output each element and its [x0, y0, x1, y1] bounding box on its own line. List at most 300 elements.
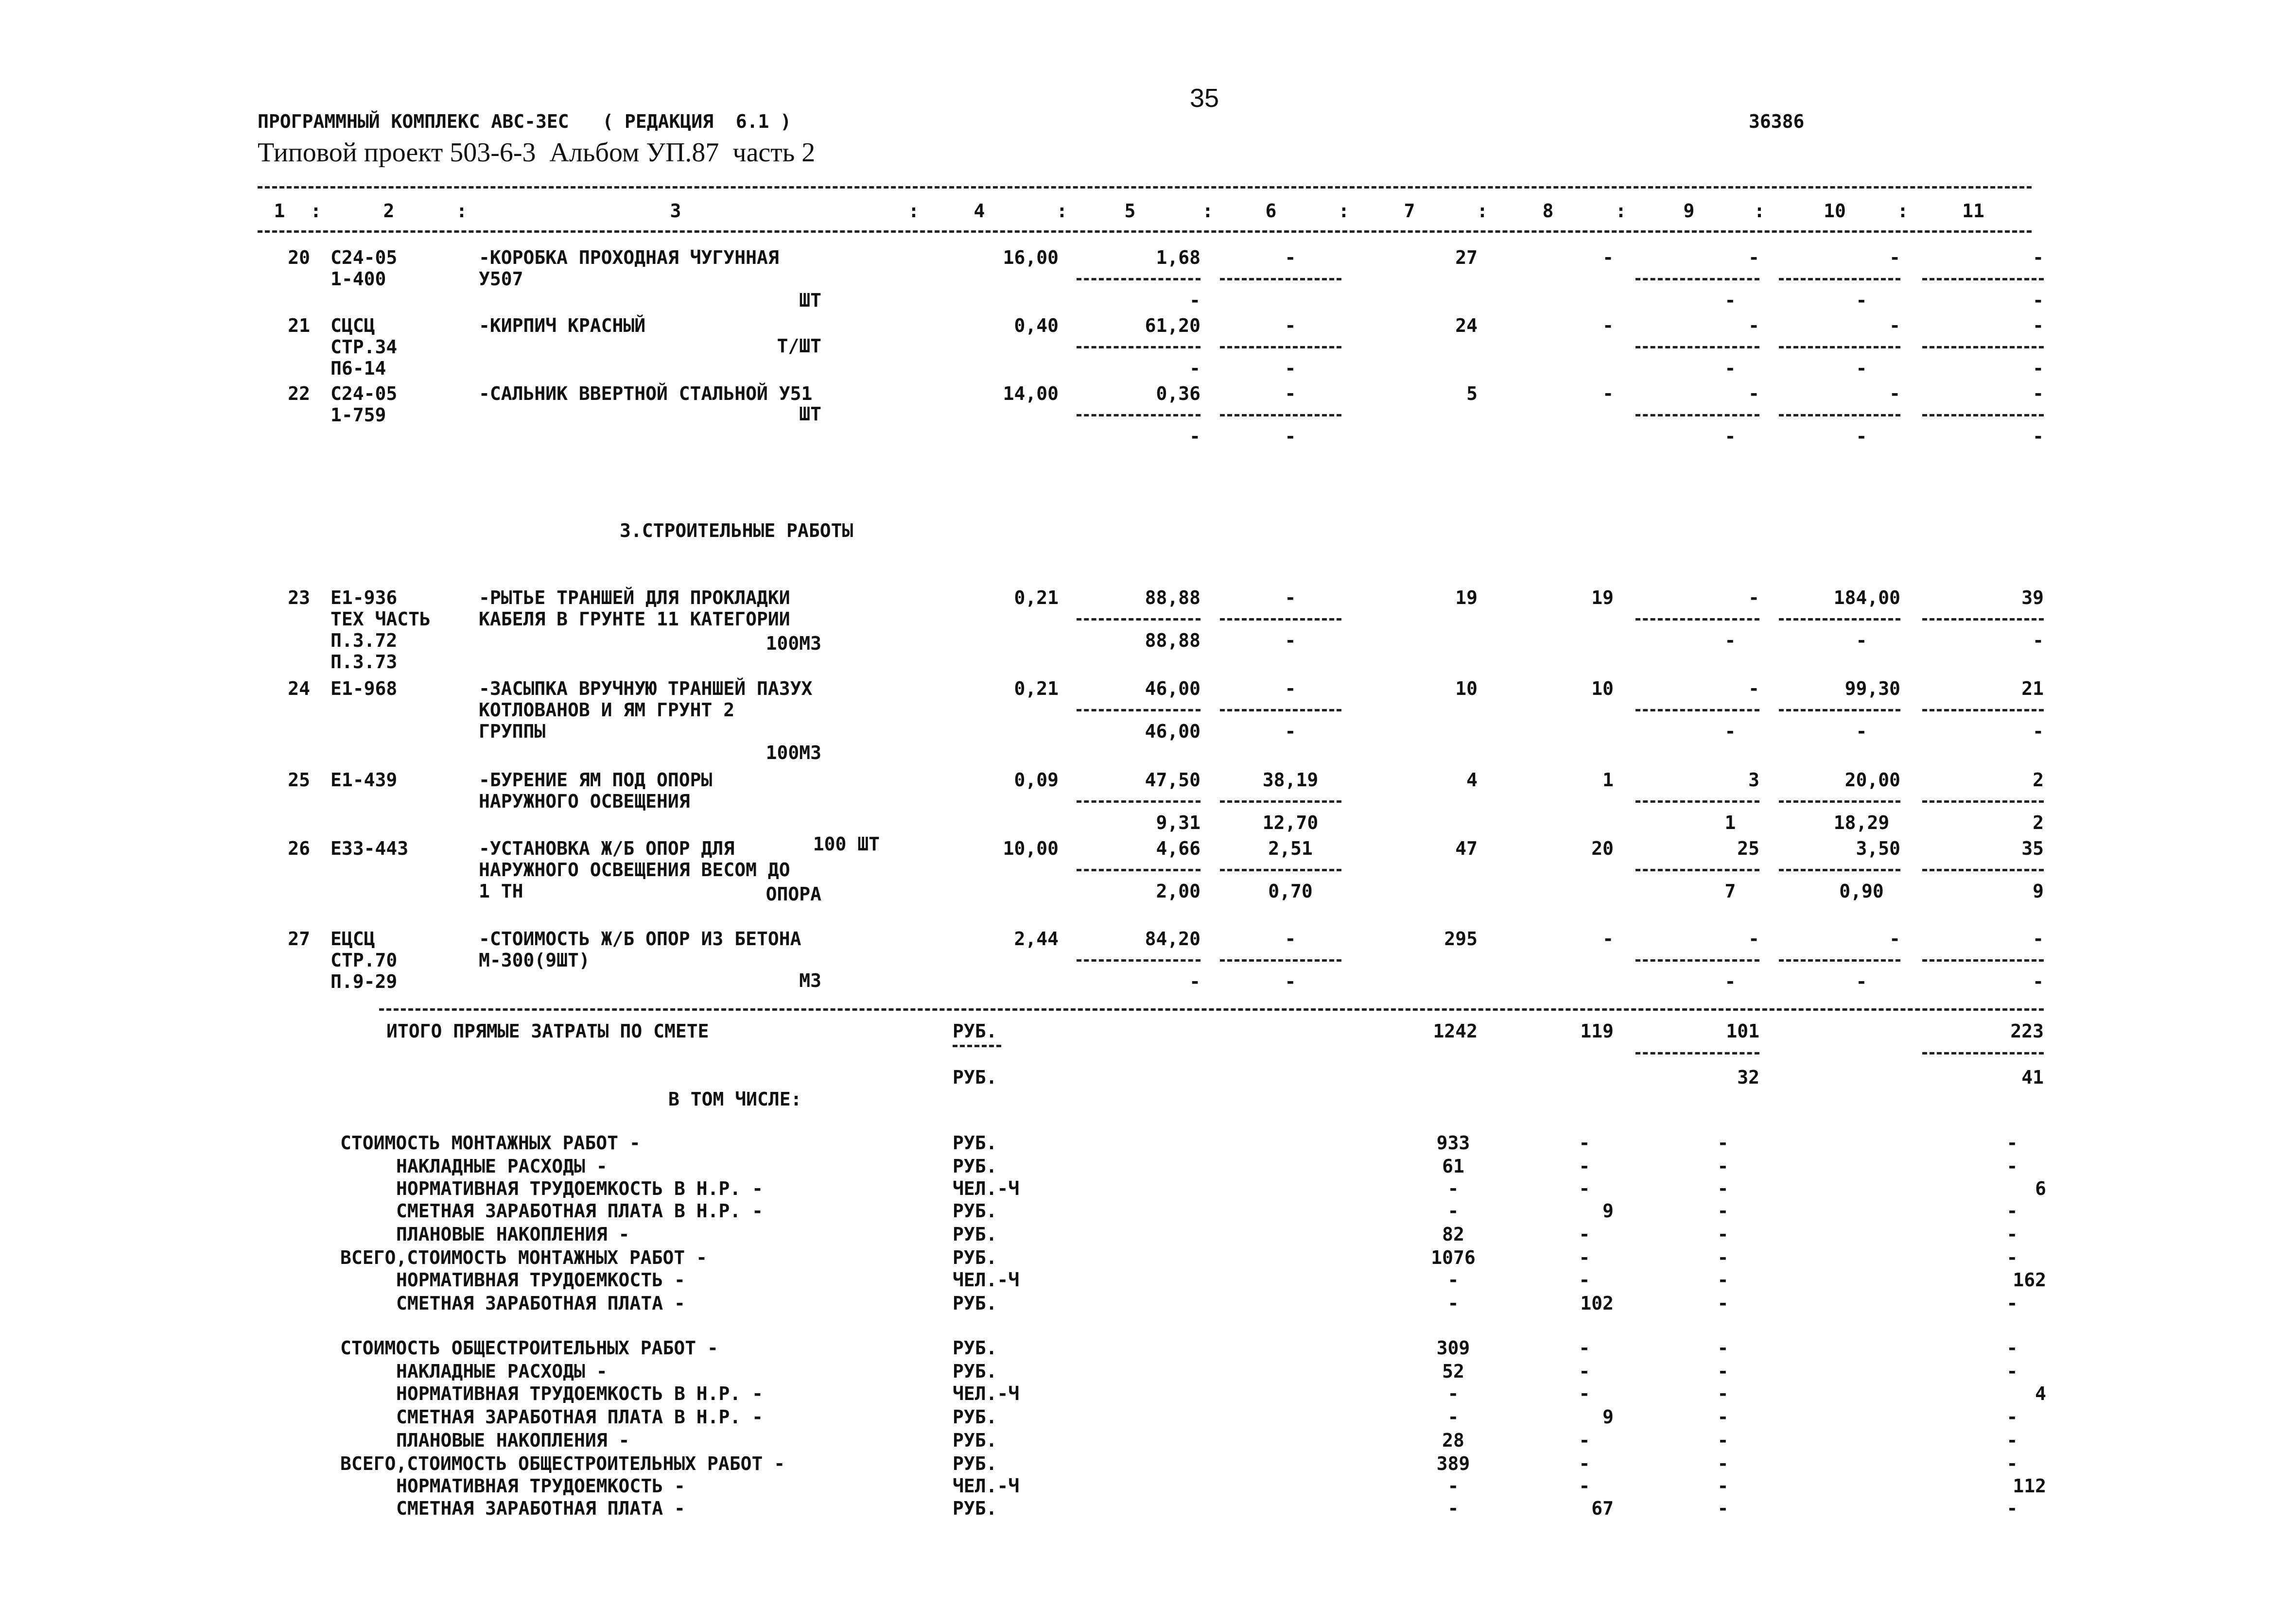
summary-label: НОРМАТИВНАЯ ТРУДОЕМКОСТЬ В Н.Р. - — [396, 1178, 763, 1199]
summary-col11: 6 — [2035, 1178, 2046, 1199]
sub-col11: - — [2033, 358, 2044, 379]
summary-col11: - — [2006, 1430, 2018, 1451]
item-name: НАРУЖНОГО ОСВЕЩЕНИЯ ВЕСОМ ДО — [479, 859, 790, 881]
sub-col6: - — [1285, 630, 1296, 651]
item-code: П6-14 — [330, 358, 386, 379]
summary-unit: ЧЕЛ.-Ч — [953, 1475, 1020, 1497]
subtotal-rule — [1635, 346, 1759, 348]
sub-col5: 46,00 — [1145, 721, 1200, 742]
summary-col7: 61 — [1442, 1156, 1464, 1177]
sub-col9: 1 — [1724, 812, 1736, 833]
summary-col8: 9 — [1602, 1200, 1614, 1222]
section-title: 3.СТРОИТЕЛЬНЫЕ РАБОТЫ — [620, 520, 853, 541]
summary-col11: - — [2006, 1453, 2018, 1474]
column-separator: : — [1338, 200, 1350, 222]
col10: - — [1889, 315, 1900, 336]
col11: 35 — [2021, 838, 2044, 859]
item-number: 20 — [288, 247, 310, 268]
item-unit: М3 — [799, 970, 821, 991]
sub-col9: - — [1724, 290, 1736, 311]
subtotal-rule — [1635, 618, 1759, 621]
item-quantity: 16,00 — [1003, 247, 1059, 268]
summary-label: ПЛАНОВЫЕ НАКОПЛЕНИЯ - — [396, 1430, 630, 1451]
price-col5: 88,88 — [1145, 587, 1200, 608]
item-name: У507 — [479, 268, 523, 290]
sub-col11: - — [2033, 630, 2044, 651]
column-header-6: 6 — [1265, 200, 1277, 222]
column-separator: : — [1056, 200, 1068, 222]
totals-col7: 1242 — [1433, 1020, 1478, 1042]
sub-col11: 9 — [2033, 881, 2044, 902]
sub-col5: 88,88 — [1145, 630, 1200, 651]
totals-unit-rule — [953, 1045, 1001, 1047]
summary-unit: РУБ. — [953, 1200, 997, 1222]
summary-col8: 9 — [1602, 1406, 1614, 1428]
summary-col8: - — [1579, 1383, 1590, 1404]
col9: - — [1748, 383, 1759, 404]
sub-col5: - — [1189, 290, 1200, 311]
summary-col9: - — [1717, 1337, 1729, 1359]
salary-col8: - — [1602, 383, 1614, 404]
price-col5: 47,50 — [1145, 769, 1200, 791]
summary-col11: - — [2006, 1200, 2018, 1222]
col11: 2 — [2033, 769, 2044, 791]
sub-col9: - — [1724, 426, 1736, 447]
summary-unit: РУБ. — [953, 1293, 997, 1314]
column-header-3: 3 — [670, 200, 681, 222]
sub-col6: - — [1285, 358, 1296, 379]
summary-label: НОРМАТИВНАЯ ТРУДОЕМКОСТЬ В Н.Р. - — [396, 1383, 763, 1404]
item-name: -КОРОБКА ПРОХОДНАЯ ЧУГУННАЯ — [479, 247, 779, 268]
column-separator: : — [1202, 200, 1214, 222]
sub-col10: - — [1856, 290, 1867, 311]
project-title: Типовой проект 503-6-3 Альбом УП.87 часть 2 — [258, 138, 816, 168]
subtotal-rule — [1779, 869, 1900, 871]
sub-col11: - — [2033, 290, 2044, 311]
summary-col9: - — [1717, 1453, 1729, 1474]
page-number: 35 — [1189, 84, 1219, 113]
col9: - — [1748, 315, 1759, 336]
col10: - — [1889, 383, 1900, 404]
col10: 99,30 — [1844, 678, 1900, 699]
item-number: 21 — [288, 315, 310, 336]
column-header-10: 10 — [1824, 200, 1846, 222]
subtotal-rule — [1220, 959, 1341, 962]
totals-unit: РУБ. — [953, 1020, 997, 1042]
program-header: ПРОГРАММНЫЙ КОМПЛЕКС АВС-3ЕС ( РЕДАКЦИЯ 6.1 ) — [258, 111, 792, 132]
col11: - — [2033, 383, 2044, 404]
summary-label: ВСЕГО,СТОИМОСТЬ ОБЩЕСТРОИТЕЛЬНЫХ РАБОТ - — [340, 1453, 785, 1474]
item-quantity: 0,09 — [1014, 769, 1059, 791]
subtotal-rule — [1922, 278, 2044, 280]
item-quantity: 2,44 — [1014, 928, 1059, 950]
col10: - — [1889, 247, 1900, 268]
summary-unit: РУБ. — [953, 1361, 997, 1382]
item-name: КОТЛОВАНОВ И ЯМ ГРУНТ 2 — [479, 699, 735, 721]
item-number: 23 — [288, 587, 310, 608]
item-name: -САЛЬНИК ВВЕРТНОЙ СТАЛЬНОЙ У51 — [479, 383, 813, 404]
summary-col9: - — [1717, 1224, 1729, 1245]
summary-label: НАКЛАДНЫЕ РАСХОДЫ - — [396, 1361, 608, 1382]
summary-col9: - — [1717, 1383, 1729, 1404]
summary-label: СТОИМОСТЬ МОНТАЖНЫХ РАБОТ - — [340, 1132, 641, 1154]
sub-col10: 18,29 — [1833, 812, 1890, 833]
totals-unit2: РУБ. — [953, 1067, 997, 1088]
item-name: -КИРПИЧ КРАСНЫЙ — [479, 315, 646, 336]
summary-col8: - — [1579, 1224, 1590, 1245]
subtotal-rule — [1779, 959, 1900, 962]
salary-col8: 1 — [1602, 769, 1614, 791]
summary-col8: - — [1579, 1178, 1590, 1199]
totals-rule — [379, 1008, 2044, 1011]
sub-col5: - — [1189, 971, 1200, 992]
sub-col6: 0,70 — [1268, 881, 1313, 902]
subtotal-rule — [1779, 618, 1900, 621]
item-name: -СТОИМОСТЬ Ж/Б ОПОР ИЗ БЕТОНА — [479, 928, 801, 950]
summary-col7: 28 — [1442, 1430, 1464, 1451]
total-col7: 4 — [1466, 769, 1478, 791]
subtotal-rule — [1220, 800, 1341, 803]
column-header-4: 4 — [974, 200, 985, 222]
item-number: 25 — [288, 769, 310, 791]
subtotal-rule — [1220, 278, 1341, 280]
summary-col9: - — [1717, 1293, 1729, 1314]
column-separator: : — [1615, 200, 1627, 222]
subtotal-rule — [1220, 346, 1341, 348]
summary-col9: - — [1717, 1200, 1729, 1222]
item-name: М-300(9ШТ) — [479, 950, 590, 971]
summary-unit: РУБ. — [953, 1247, 997, 1268]
summary-label: СМЕТНАЯ ЗАРАБОТНАЯ ПЛАТА - — [396, 1498, 685, 1519]
summary-col11: - — [2006, 1224, 2018, 1245]
summary-col11: - — [2006, 1406, 2018, 1428]
salary-col8: 19 — [1591, 587, 1614, 608]
item-quantity: 0,40 — [1014, 315, 1059, 336]
subtotal-rule — [1922, 414, 2044, 416]
subtotal-rule — [1635, 709, 1759, 711]
subtotal-rule — [1779, 709, 1900, 711]
price-col6: - — [1285, 928, 1296, 950]
including-label: В ТОМ ЧИСЛЕ: — [668, 1089, 802, 1110]
item-number: 27 — [288, 928, 310, 950]
item-code: СТР.70 — [330, 950, 398, 971]
price-col5: 4,66 — [1156, 838, 1200, 859]
item-code: П.3.73 — [330, 651, 398, 673]
item-code: СТР.34 — [330, 336, 398, 358]
totals-col11: 223 — [2010, 1020, 2044, 1042]
col9: 3 — [1748, 769, 1759, 791]
price-col5: 61,20 — [1145, 315, 1200, 336]
header-rule-top — [258, 186, 2032, 189]
subtotal-rule — [1077, 800, 1200, 803]
sub-col5: 9,31 — [1156, 812, 1200, 833]
item-code: Е1-936 — [330, 587, 398, 608]
summary-col9: - — [1717, 1406, 1729, 1428]
item-unit: 100 ШТ — [813, 833, 880, 855]
totals-col9b: 32 — [1737, 1067, 1759, 1088]
item-code: Е1-439 — [330, 769, 398, 791]
item-quantity: 10,00 — [1003, 838, 1059, 859]
summary-unit: РУБ. — [953, 1498, 997, 1519]
total-col7: 24 — [1455, 315, 1478, 336]
price-col6: - — [1285, 247, 1296, 268]
price-col5: 1,68 — [1156, 247, 1200, 268]
subtotal-rule — [1220, 414, 1341, 416]
summary-unit: РУБ. — [953, 1430, 997, 1451]
summary-col11: - — [2006, 1156, 2018, 1177]
subtotal-rule — [1922, 346, 2044, 348]
subtotal-rule — [1779, 278, 1900, 280]
total-col7: 47 — [1455, 838, 1478, 859]
summary-col9: - — [1717, 1361, 1729, 1382]
summary-col11: - — [2006, 1337, 2018, 1359]
column-header-7: 7 — [1404, 200, 1415, 222]
total-col7: 5 — [1466, 383, 1478, 404]
summary-col11: - — [2006, 1247, 2018, 1268]
sub-col6: - — [1285, 721, 1296, 742]
summary-col11: - — [2006, 1132, 2018, 1154]
summary-label: ПЛАНОВЫЕ НАКОПЛЕНИЯ - — [396, 1224, 630, 1245]
col9: - — [1748, 587, 1759, 608]
total-col7: 27 — [1455, 247, 1478, 268]
sub-col5: - — [1189, 358, 1200, 379]
total-col7: 295 — [1444, 928, 1478, 950]
item-code: С24-05 — [330, 247, 398, 268]
summary-col7: - — [1447, 1475, 1459, 1497]
column-separator: : — [456, 200, 468, 222]
column-separator: : — [310, 200, 322, 222]
summary-col7: 52 — [1442, 1361, 1464, 1382]
sub-col9: 7 — [1724, 881, 1736, 902]
sub-col6: - — [1285, 971, 1296, 992]
summary-label: СТОИМОСТЬ ОБЩЕСТРОИТЕЛЬНЫХ РАБОТ - — [340, 1337, 718, 1359]
col9: 25 — [1737, 838, 1759, 859]
salary-col8: - — [1602, 928, 1614, 950]
subtotal-rule — [1922, 800, 2044, 803]
sub-col9: - — [1724, 630, 1736, 651]
summary-col7: - — [1447, 1383, 1459, 1404]
summary-col9: - — [1717, 1475, 1729, 1497]
column-separator: : — [1477, 200, 1488, 222]
salary-col8: - — [1602, 247, 1614, 268]
item-name: -ЗАСЫПКА ВРУЧНУЮ ТРАНШЕЙ ПАЗУХ — [479, 678, 813, 699]
item-quantity: 0,21 — [1014, 678, 1059, 699]
item-unit: 100М3 — [765, 742, 821, 763]
col10: 3,50 — [1856, 838, 1900, 859]
summary-col7: 82 — [1442, 1224, 1464, 1245]
summary-unit: РУБ. — [953, 1406, 997, 1428]
summary-col11: - — [2006, 1293, 2018, 1314]
document-number: 36386 — [1749, 111, 1805, 132]
summary-col9: - — [1717, 1498, 1729, 1519]
summary-unit: ЧЕЛ.-Ч — [953, 1178, 1020, 1199]
item-unit: ШТ — [799, 290, 821, 311]
col10: 20,00 — [1844, 769, 1900, 791]
col11: 39 — [2021, 587, 2044, 608]
column-separator: : — [1754, 200, 1765, 222]
totals-col9: 101 — [1726, 1020, 1759, 1042]
item-unit: ШТ — [799, 403, 821, 425]
summary-col7: - — [1447, 1498, 1459, 1519]
summary-col8: - — [1579, 1430, 1590, 1451]
sub-col11: - — [2033, 971, 2044, 992]
col9: - — [1748, 678, 1759, 699]
summary-col7: 309 — [1436, 1337, 1470, 1359]
subtotal-rule — [1220, 869, 1341, 871]
summary-label: СМЕТНАЯ ЗАРАБОТНАЯ ПЛАТА В Н.Р. - — [396, 1406, 763, 1428]
item-code: П.9-29 — [330, 971, 398, 992]
item-name: НАРУЖНОГО ОСВЕЩЕНИЯ — [479, 791, 690, 812]
subtotal-rule — [1077, 414, 1200, 416]
item-code: ТЕХ ЧАСТЬ — [330, 608, 431, 630]
price-col6: - — [1285, 678, 1296, 699]
summary-col9: - — [1717, 1269, 1729, 1291]
column-separator: : — [908, 200, 920, 222]
summary-unit: ЧЕЛ.-Ч — [953, 1269, 1020, 1291]
col10: 184,00 — [1833, 587, 1900, 608]
col11: - — [2033, 247, 2044, 268]
subtotal-rule — [1077, 346, 1200, 348]
item-code: С24-05 — [330, 383, 398, 404]
sub-col11: 2 — [2033, 812, 2044, 833]
price-col6: 38,19 — [1262, 769, 1319, 791]
summary-col8: - — [1579, 1453, 1590, 1474]
sub-col5: - — [1189, 426, 1200, 447]
item-name: 1 ТН — [479, 881, 523, 902]
summary-label: СМЕТНАЯ ЗАРАБОТНАЯ ПЛАТА В Н.Р. - — [396, 1200, 763, 1222]
item-unit: 100М3 — [765, 633, 821, 654]
price-col6: - — [1285, 383, 1296, 404]
summary-unit: ЧЕЛ.-Ч — [953, 1383, 1020, 1404]
price-col5: 84,20 — [1145, 928, 1200, 950]
summary-col9: - — [1717, 1247, 1729, 1268]
subtotal-rule — [1077, 869, 1200, 871]
summary-col8: - — [1579, 1269, 1590, 1291]
summary-unit: РУБ. — [953, 1132, 997, 1154]
subtotal-rule — [1635, 278, 1759, 280]
subtotal-rule — [1635, 414, 1759, 416]
summary-col7: 933 — [1436, 1132, 1470, 1154]
sub-col6: 12,70 — [1262, 812, 1319, 833]
salary-col8: 20 — [1591, 838, 1614, 859]
summary-col7: - — [1447, 1293, 1459, 1314]
summary-col8: - — [1579, 1132, 1590, 1154]
summary-col11: - — [2006, 1498, 2018, 1519]
summary-col9: - — [1717, 1430, 1729, 1451]
summary-col8: - — [1579, 1247, 1590, 1268]
summary-unit: РУБ. — [953, 1224, 997, 1245]
price-col6: - — [1285, 587, 1296, 608]
item-unit: Т/ШТ — [777, 335, 821, 357]
sub-col10: - — [1856, 630, 1867, 651]
col11: 21 — [2021, 678, 2044, 699]
item-code: Е33-443 — [330, 838, 409, 859]
subtotal-rule — [1077, 278, 1200, 280]
col11: - — [2033, 315, 2044, 336]
summary-unit: РУБ. — [953, 1337, 997, 1359]
totals-col9-rule — [1635, 1052, 1759, 1054]
sub-col9: - — [1724, 721, 1736, 742]
summary-col8: - — [1579, 1361, 1590, 1382]
totals-label: ИТОГО ПРЯМЫЕ ЗАТРАТЫ ПО СМЕТЕ — [386, 1020, 709, 1042]
item-quantity: 0,21 — [1014, 587, 1059, 608]
summary-col8: 102 — [1580, 1293, 1614, 1314]
summary-label: НОРМАТИВНАЯ ТРУДОЕМКОСТЬ - — [396, 1269, 685, 1291]
item-name: -УСТАНОВКА Ж/Б ОПОР ДЛЯ — [479, 838, 735, 859]
summary-col11: 4 — [2035, 1383, 2046, 1404]
subtotal-rule — [1779, 414, 1900, 416]
item-code: ЕЦСЦ — [330, 928, 375, 950]
item-code: СЦСЦ — [330, 315, 375, 336]
sub-col9: - — [1724, 971, 1736, 992]
col9: - — [1748, 247, 1759, 268]
sub-col9: - — [1724, 358, 1736, 379]
summary-col8: - — [1579, 1337, 1590, 1359]
subtotal-rule — [1077, 709, 1200, 711]
total-col7: 19 — [1455, 587, 1478, 608]
subtotal-rule — [1220, 618, 1341, 621]
totals-col8: 119 — [1580, 1020, 1614, 1042]
salary-col8: - — [1602, 315, 1614, 336]
price-col5: 0,36 — [1156, 383, 1200, 404]
subtotal-rule — [1922, 869, 2044, 871]
column-header-11: 11 — [1962, 200, 1984, 222]
subtotal-rule — [1635, 959, 1759, 962]
item-number: 24 — [288, 678, 310, 699]
subtotal-rule — [1779, 800, 1900, 803]
column-header-5: 5 — [1124, 200, 1136, 222]
totals-col11b: 41 — [2021, 1067, 2044, 1088]
subtotal-rule — [1077, 959, 1200, 962]
subtotal-rule — [1922, 618, 2044, 621]
summary-label: НОРМАТИВНАЯ ТРУДОЕМКОСТЬ - — [396, 1475, 685, 1497]
summary-col9: - — [1717, 1178, 1729, 1199]
summary-col7: 1076 — [1431, 1247, 1476, 1268]
summary-col7: - — [1447, 1200, 1459, 1222]
summary-col7: 389 — [1436, 1453, 1470, 1474]
total-col7: 10 — [1455, 678, 1478, 699]
subtotal-rule — [1635, 800, 1759, 803]
item-code: Е1-968 — [330, 678, 398, 699]
item-number: 26 — [288, 838, 310, 859]
summary-unit: РУБ. — [953, 1156, 997, 1177]
sub-col10: - — [1856, 358, 1867, 379]
summary-label: СМЕТНАЯ ЗАРАБОТНАЯ ПЛАТА - — [396, 1293, 685, 1314]
subtotal-rule — [1779, 346, 1900, 348]
item-unit: ОПОРА — [765, 883, 821, 905]
column-header-2: 2 — [383, 200, 395, 222]
summary-unit: РУБ. — [953, 1453, 997, 1474]
salary-col8: 10 — [1591, 678, 1614, 699]
sub-col6: - — [1285, 426, 1296, 447]
item-name: -РЫТЬЕ ТРАНШЕЙ ДЛЯ ПРОКЛАДКИ — [479, 587, 790, 608]
subtotal-rule — [1220, 709, 1341, 711]
price-col6: 2,51 — [1268, 838, 1313, 859]
col10: - — [1889, 928, 1900, 950]
totals-col11-rule — [1922, 1052, 2044, 1054]
item-name: КАБЕЛЯ В ГРУНТЕ 11 КАТЕГОРИИ — [479, 608, 790, 630]
summary-col8: - — [1579, 1156, 1590, 1177]
summary-col8: - — [1579, 1475, 1590, 1497]
summary-col11: - — [2006, 1361, 2018, 1382]
summary-col7: - — [1447, 1406, 1459, 1428]
column-separator: : — [1897, 200, 1909, 222]
sub-col11: - — [2033, 426, 2044, 447]
col9: - — [1748, 928, 1759, 950]
item-code: П.3.72 — [330, 630, 398, 651]
sub-col10: - — [1856, 971, 1867, 992]
summary-col7: - — [1447, 1269, 1459, 1291]
